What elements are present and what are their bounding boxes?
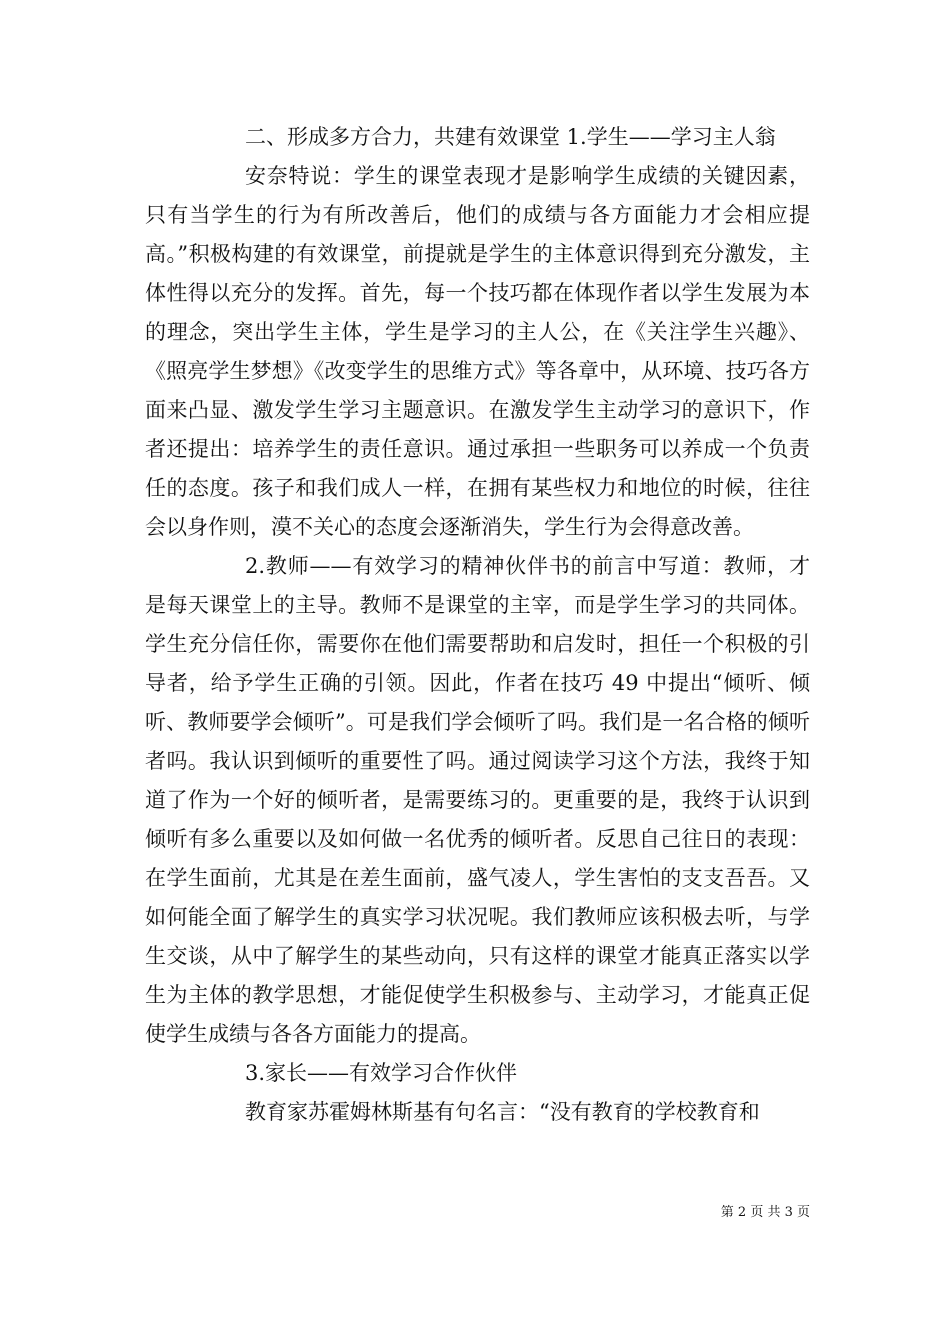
subheading-parents: 3.家长——有效学习合作伙伴: [245, 1061, 518, 1085]
document-body: [145, 118, 810, 1132]
body-paragraph-students: 安奈特说：学生的课堂表现才是影响学生成绩的关键因素，只有当学生的行为有所改善后，他们的成绩与各方面能力才会相应提高。”积极构建的有效课堂，前提就是学生的主体意识得到充分激发，主体性得以充分的发挥。首先，每一个技巧都在体现作者以学生发展为本的理念，突出学生主体，学生是学习的主人公，在《关注学生兴趣》、《照亮学生梦想》《改变学生的思维方式》等各章中，从环境、技巧各方面来凸显、激发学生学习主题意识。在激发学生主动学习的意识下，作者还提出：培养学生的责任意识。通过承担一些职务可以养成一个负责任的态度。孩子和我们成人一样，在拥有某些权力和地位的时候，往往会以身作则，漠不关心的态度会逐渐消失，学生行为会得意改善。: [145, 164, 810, 539]
body-paragraph-teachers: 2.教师——有效学习的精神伙伴书的前言中写道：教师，才是每天课堂上的主导。教师不是课堂的主宰，而是学生学习的共同体。学生充分信任你，需要你在他们需要帮助和启发时，担任一个积极的引导者，给予学生正确的引领。因此，作者在技巧 49 中提出“倾听、倾听、教师要学会倾听”。可是我们学会倾听了吗。我们是一名合格的倾听者吗。我认识到倾听的重要性了吗。通过阅读学习这个方法，我终于知道了作为一个好的倾听者，是需要练习的。更重要的是，我终于认识到倾听有多么重要以及如何做一名优秀的倾听者。反思自己往日的表现：在学生面前，尤其是在差生面前，盛气凌人，学生害怕的支支吾吾。又如何能全面了解学生的真实学习状况呢。我们教师应该积极去听，与学生交谈，从中了解学生的某些动向，只有这样的课堂才能真正落实以学生为主体的教学思想，才能促使学生积极参与、主动学习，才能真正促使学生成绩与各各方面能力的提高。: [145, 554, 810, 1046]
body-paragraph-parents: 教育家苏霍姆林斯基有句名言：“没有教育的学校教育和: [245, 1100, 760, 1124]
section-heading-paragraph: 二、形成多方合力，共建有效课堂 1.学生——学习主人翁: [245, 125, 776, 149]
page-number-footer: 第 2 页 共 3 页: [720, 1205, 810, 1220]
